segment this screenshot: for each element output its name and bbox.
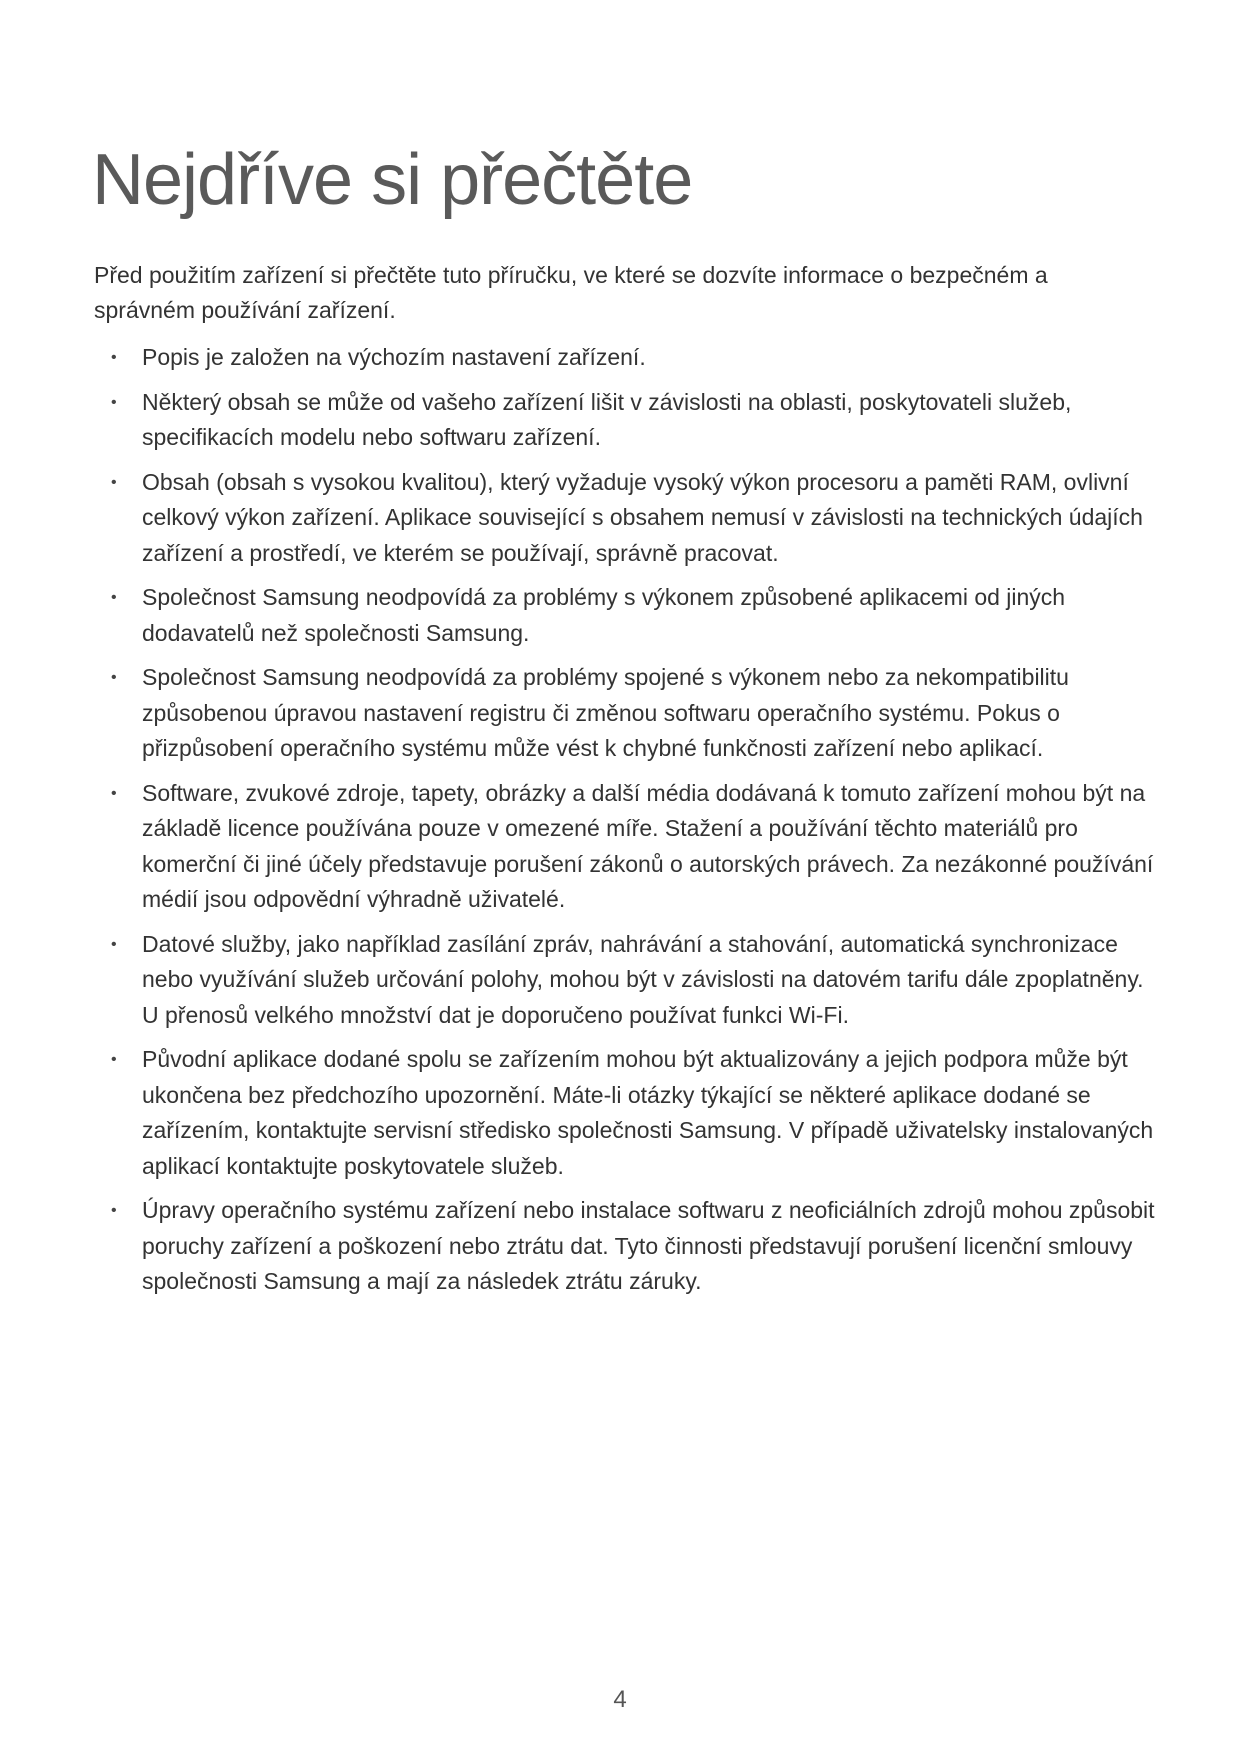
bullet-icon: • (111, 349, 117, 366)
list-item-text: Společnost Samsung neodpovídá za problémy spojené s výkonem nebo za nekompatibilitu způsobenou úpravou nastavení registru či změnou softwaru operačního systému. Pokus o přizpůsobení operačního systému může vést k chybné funkčnosti zařízení nebo aplikací. (142, 664, 1069, 761)
bullet-icon: • (111, 1051, 117, 1068)
bullet-icon: • (111, 669, 117, 686)
bullet-icon: • (111, 1202, 117, 1219)
bullet-icon: • (111, 935, 117, 953)
list-item (94, 660, 1159, 767)
list-item (94, 1042, 1159, 1184)
page-number: 4 (613, 1686, 627, 1713)
list-item (94, 465, 1159, 572)
list-item (94, 776, 1159, 918)
intro-paragraph: Před použitím zařízení si přečtěte tuto příručku, ve které se dozvíte informace o bezpečném a správném používání zařízení. (94, 262, 1048, 323)
page-title: Nejdříve si přečtěte (92, 140, 693, 220)
bullet-icon: • (111, 589, 117, 606)
list-item-text: Popis je založen na výchozím nastavení zařízení. (142, 344, 646, 370)
list-item-text: Některý obsah se může od vašeho zařízení lišit v závislosti na oblasti, poskytovateli služeb, specifikacích modelu nebo softwaru zařízení. (142, 388, 1072, 450)
list-item-text: Obsah (obsah s vysokou kvalitou), který vyžaduje vysoký výkon procesoru a paměti RAM, ovlivní celkový výkon zařízení. Aplikace související s obsahem nemusí v závislosti na technických údajích zařízení a prostředí, ve kterém se používají, správně pracovat. (142, 468, 1143, 566)
list-item-text: Software, zvukové zdroje, tapety, obrázky a další média dodávaná k tomuto zařízení mohou být na základě licence používána pouze v omezené míře. Stažení a používání těchto materiálů pro komerční či jiné účely představuje porušení zákonů o autorských právech. Za nezákonné používání médií jsou odpovědní výhradně uživatelé. (142, 779, 1154, 912)
list-item-text: Původní aplikace dodané spolu se zařízením mohou být aktualizovány a jejich podpora může být ukončena bez předchozího upozornění. Máte-li otázky týkající se některé aplikace dodané se zařízením, kontaktujte servisní středisko společnosti Samsung. V případě uživatelsky instalovaných aplikací kontaktujte poskytovatele služeb. (142, 1046, 1154, 1179)
bullet-list (94, 340, 1159, 1309)
list-item-text: Datové služby, jako například zasílání zpráv, nahrávání a stahování, automatická synchronizace nebo využívání služeb určování polohy, mohou být v závislosti na datovém tarifu dále zpoplatněny. U přenosů velkého množství dat je doporučeno používat funkci Wi-Fi. (142, 930, 1144, 1028)
list-item-text: Společnost Samsung neodpovídá za problémy s výkonem způsobené aplikacemi od jiných dodavatelů než společnosti Samsung. (142, 584, 1066, 646)
bullet-icon: • (111, 473, 117, 491)
list-item (94, 927, 1159, 1034)
bullet-icon: • (111, 784, 117, 802)
list-item (94, 1193, 1159, 1300)
list-item (94, 580, 1159, 651)
list-item (94, 385, 1159, 456)
bullet-icon: • (111, 393, 117, 411)
list-item (94, 340, 1159, 376)
list-item-text: Úpravy operačního systému zařízení nebo instalace softwaru z neoficiálních zdrojů mohou způsobit poruchy zařízení a poškození nebo ztrátu dat. Tyto činnosti představují porušení licenční smlouvy společnosti Samsung a mají za následek ztrátu záruky. (142, 1197, 1155, 1294)
